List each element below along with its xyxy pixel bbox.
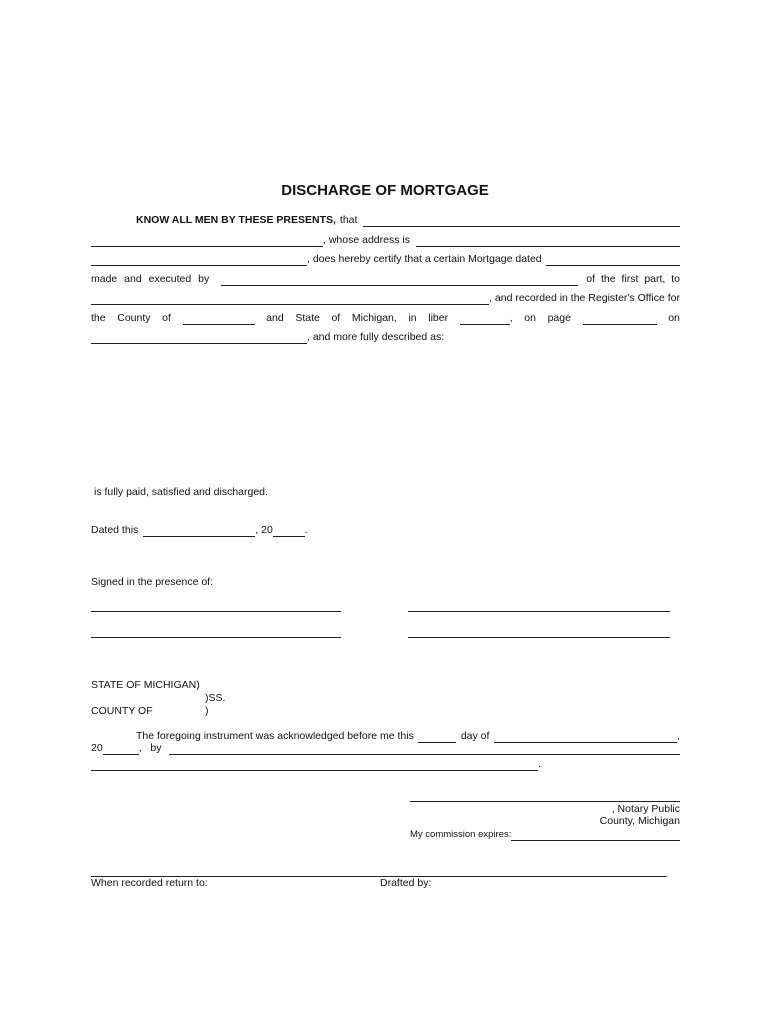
return-to-label: When recorded return to:	[91, 877, 208, 889]
word-michigan: Michigan,	[351, 312, 397, 324]
intro-that: that	[339, 214, 358, 226]
ack-by-field[interactable]	[169, 744, 680, 755]
ack-by: , by	[138, 742, 162, 754]
dated-end: .	[304, 524, 308, 536]
ack-text: The foregoing instrument was acknowledged before me this	[136, 730, 414, 742]
dated-year-prefix: , 20	[255, 524, 273, 536]
mortgagor-field[interactable]	[221, 275, 578, 286]
page-field[interactable]	[583, 314, 657, 325]
dated-year-field[interactable]	[273, 526, 305, 537]
word-state: State	[295, 312, 320, 324]
county-field[interactable]	[183, 314, 255, 325]
notary-signature-line[interactable]	[410, 801, 680, 802]
liber-field[interactable]	[460, 314, 510, 325]
witness-signature-line-2[interactable]	[91, 637, 341, 638]
witness-signature-line-1[interactable]	[91, 611, 341, 612]
word-on: on	[524, 312, 536, 324]
grantor-signature-line-2[interactable]	[408, 637, 670, 638]
notary-title: , Notary Public	[611, 803, 680, 815]
paid-statement: is fully paid, satisfied and discharged.	[94, 486, 268, 498]
word-of: of	[162, 312, 171, 324]
word-on-end: on	[668, 312, 680, 324]
venue-paren: )	[205, 705, 209, 717]
county-liber-line	[91, 312, 680, 325]
made-executed-text: made and executed by	[91, 273, 210, 285]
mortgage-date-field[interactable]	[546, 255, 680, 266]
dated-prefix: Dated this	[91, 524, 139, 536]
intro-lead: KNOW ALL MEN BY THESE PRESENTS,	[136, 214, 336, 226]
certify-text: , does hereby certify that a certain Mortgage dated	[307, 253, 542, 265]
executed-line	[91, 273, 680, 286]
mortgagee-field[interactable]	[91, 294, 489, 305]
ack-comma: ,	[677, 730, 680, 742]
word-liber: liber	[428, 312, 449, 324]
commission-date-field[interactable]	[511, 830, 680, 841]
word-the: the	[91, 312, 106, 324]
certify-line	[91, 253, 680, 266]
dated-line	[91, 524, 308, 537]
word-of-2: of	[331, 312, 341, 324]
notary-county: County, Michigan	[599, 815, 680, 827]
described-text: , and more fully described as:	[307, 331, 445, 343]
ack-year-prefix: 20	[91, 742, 103, 754]
grantor-name-field-2[interactable]	[91, 236, 323, 247]
grantor-name-field[interactable]	[363, 216, 680, 227]
described-line	[91, 331, 680, 344]
ack-day-of: day of	[460, 730, 490, 742]
address-field[interactable]	[416, 236, 680, 247]
acknowledgment-line-3	[91, 758, 541, 771]
commission-line	[410, 828, 680, 841]
address-line	[91, 234, 680, 247]
ack-year-field[interactable]	[103, 744, 139, 755]
drafted-by-label: Drafted by:	[380, 877, 432, 889]
ack-period: .	[538, 758, 541, 770]
first-part-text: of the first part, to	[586, 273, 680, 285]
liber-group	[460, 312, 513, 325]
intro-line	[136, 214, 680, 227]
word-page: page	[547, 312, 571, 324]
ack-by-field-2[interactable]	[91, 760, 538, 771]
address-field-2[interactable]	[91, 255, 307, 266]
word-in: in	[408, 312, 417, 324]
recorded-text: , and recorded in the Register's Office for	[489, 292, 680, 304]
signed-presence-label: Signed in the presence of:	[91, 576, 214, 588]
venue-ss: )SS.	[205, 692, 226, 704]
acknowledgment-line-2	[91, 742, 680, 755]
word-county: County	[117, 312, 151, 324]
commission-label: My commission expires:	[410, 829, 512, 840]
whose-address-text: , whose address is	[323, 234, 410, 246]
dated-day-field[interactable]	[143, 526, 255, 537]
liber-comma: ,	[509, 312, 513, 324]
word-and: and	[266, 312, 284, 324]
venue-county: COUNTY OF	[91, 705, 153, 717]
recorded-line	[91, 292, 680, 305]
grantor-signature-line-1[interactable]	[408, 611, 670, 612]
document-title: DISCHARGE OF MORTGAGE	[281, 182, 489, 199]
venue-state: STATE OF MICHIGAN)	[91, 679, 200, 691]
recording-date-field[interactable]	[91, 333, 307, 344]
